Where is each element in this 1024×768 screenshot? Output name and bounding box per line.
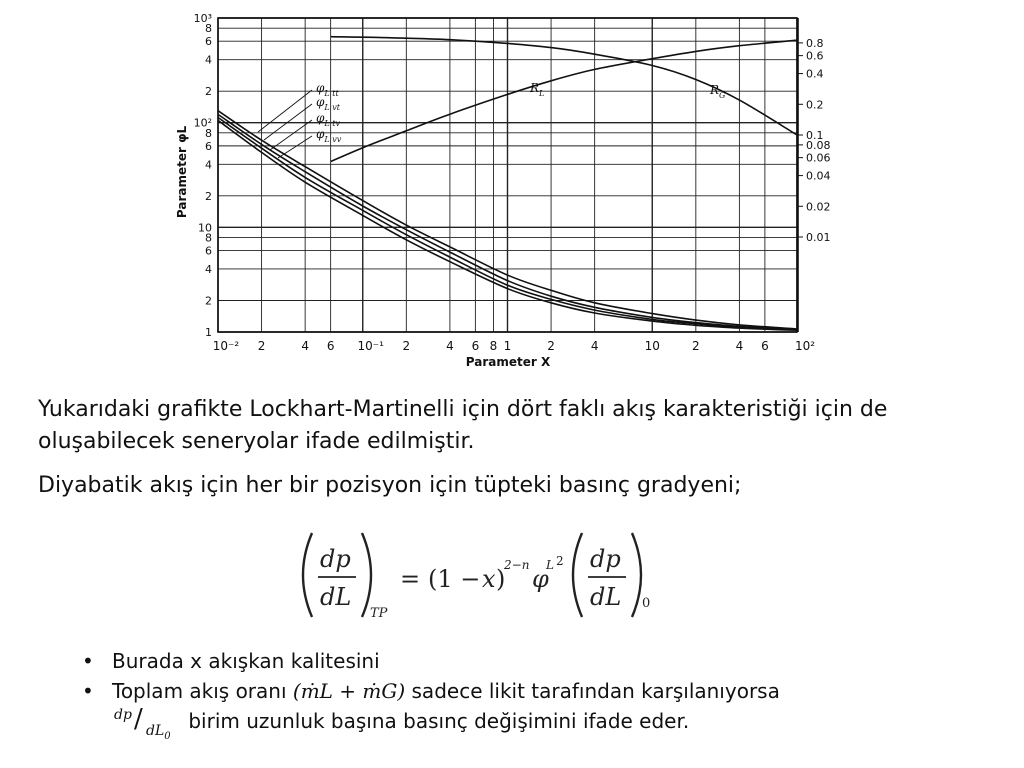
bullet-quality-text: Burada x akışkan kalitesini [112,649,380,673]
y-left-tick-label: 8 [205,231,212,245]
exponent: 2−n [504,558,530,572]
bullet-quality [82,646,780,676]
lockhart-martinelli-chart [0,0,1024,372]
paragraph-description: Yukarıdaki grafikte Lockhart-Martinelli için dört faklı akış karakteristiği için de oluşabilecek seneryolar ifade edilmiştir. [38,397,888,454]
equals-sign: = [400,565,421,593]
label-phi-vv: $\varphi_{L vv}$ [316,127,342,144]
label-rg: $R_G$ [710,83,726,100]
x-tick-label: 8 [489,339,498,353]
y-left-tick-label: 10³ [193,12,212,25]
x-tick-label: 2 [692,339,700,353]
bullet-dot-icon: • [82,649,94,673]
series-line-RL [331,40,797,161]
y-left-tick-label: 8 [205,126,212,140]
bullet-pressure-change [82,704,780,742]
quality-x: x [482,565,496,593]
x-tick-label: 2 [257,339,266,353]
y-right-tick-label: 0.04 [806,169,831,183]
x-tick-label: 4 [301,339,309,353]
paren-close: ) [496,565,506,593]
y-left-tick-label: 10² [193,116,212,130]
y-left-tick-label: 1 [205,326,212,339]
bullet-flow-pre: Toplam akış oranı [112,679,287,703]
x-tick-label: 10² [794,339,816,353]
rhs-numerator: dp [590,545,621,573]
pressure-gradient-formula [290,525,670,635]
x-tick-label: 2 [402,339,411,353]
dp-over-dl0-fraction: dp / $dL_0$ [112,706,182,736]
y-left-tick-label: 6 [205,244,212,258]
y-right-tick-label: 0.08 [806,138,831,152]
x-tick-label: 6 [471,339,480,353]
y-right-tick-label: 0.4 [806,67,824,81]
phi-symbol: φ [532,565,549,593]
y-right-tick-label: 0.2 [806,98,824,112]
fraction-numerator: dp [114,707,132,723]
bullet-flow-post: sadece likit tarafından karşılanıyorsa [411,679,780,703]
y-right-tick-label: 0.01 [806,231,831,244]
lhs-subscript: TP [370,606,388,621]
bullet-dot-icon: • [82,679,94,703]
y-axis-label: Parameter φL [175,125,189,219]
bullet-flow-rate [82,676,780,706]
x-tick-label: 4 [446,339,454,353]
label-phi-tt: $\varphi_{L tt}$ [316,81,339,98]
y-right-tick-label: 0.8 [806,36,824,50]
label-phi-vt: $\varphi_{L vt}$ [316,95,340,112]
y-right-tick-label: 0.6 [806,49,824,63]
bullet-pressure-text: birim uzunluk başına basınç değişimini ifade eder. [188,709,690,733]
one-minus: (1 − [428,565,481,593]
y-left-tick-label: 2 [205,85,212,99]
label-phi-tv: $\varphi_{L tv}$ [316,111,340,128]
y-left-tick-label: 6 [205,139,212,153]
x-tick-label: 4 [590,339,599,353]
y-left-tick-label: 4 [205,262,212,276]
x-tick-label: 1 [503,339,512,353]
y-left-tick-label: 8 [205,22,212,36]
phi-superscript: 2 [556,554,564,568]
y-left-tick-label: 2 [205,189,212,203]
y-left-tick-label: 10 [198,221,212,235]
rhs-denominator: dL [590,583,622,611]
x-axis-label: Parameter X [465,355,551,369]
bullet-flow-expression: (ṁL + ṁG) [292,679,406,703]
y-left-tick-label: 4 [205,53,212,67]
leader-line [278,136,312,158]
x-tick-label: 10⁻¹ [357,339,384,353]
bullet-list [82,646,780,742]
y-left-tick-label: 4 [205,158,212,172]
y-left-tick-label: 6 [205,35,212,49]
lhs-numerator: dp [320,545,351,573]
y-right-tick-label: 0.02 [806,200,831,214]
x-tick-label: 6 [761,339,769,353]
y-left-tick-label: 2 [205,294,212,308]
series-line-RG [331,37,797,135]
phi-subscript: L [546,558,554,572]
y-right-tick-label: 0.06 [806,151,831,165]
lhs-denominator: dL [320,583,352,611]
x-tick-label: 10⁻² [212,339,240,353]
x-tick-label: 10 [644,339,660,353]
x-tick-label: 6 [326,339,335,353]
fraction-denominator: $dL_0$ [146,723,171,742]
label-rl: $R_L$ [530,81,545,98]
y-right-tick-label: 0.1 [806,129,824,142]
paragraph-pressure-gradient: Diyabatik akış için her bir pozisyon için tüpteki basınç gradyeni; [38,473,742,498]
x-tick-label: 2 [547,339,555,353]
rhs-subscript: 0 [642,596,651,611]
x-tick-label: 4 [735,339,744,353]
